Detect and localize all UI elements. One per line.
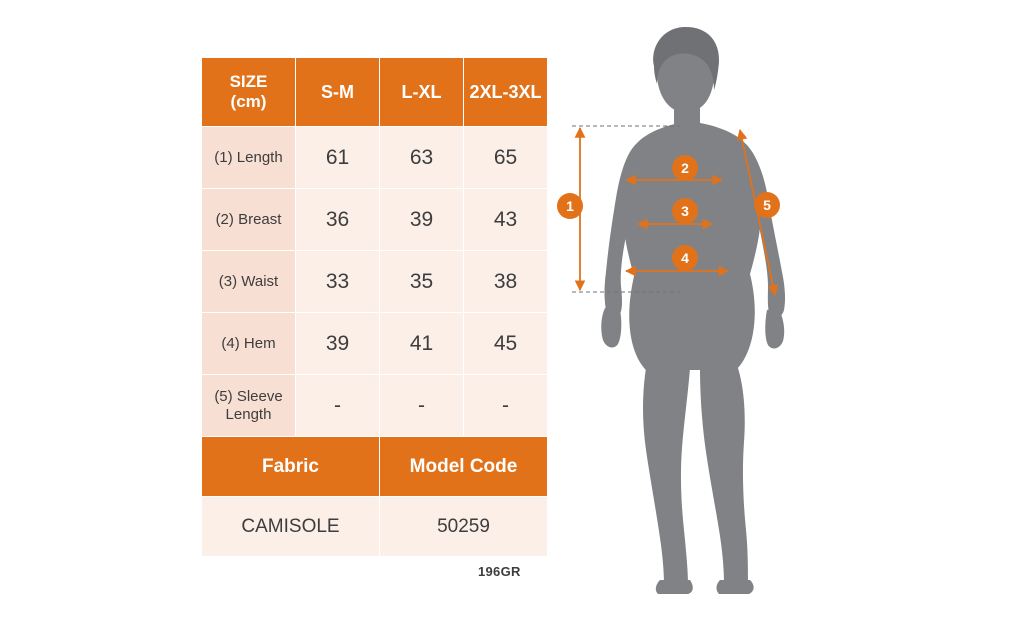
badge-2: 2 [672,155,698,181]
cell-breast-2xl3xl: 43 [464,189,548,251]
badge-1: 1 [557,193,583,219]
row-label-breast: (2) Breast [202,189,296,251]
cell-waist-2xl3xl: 38 [464,251,548,313]
cell-hem-2xl3xl: 45 [464,313,548,375]
cell-breast-sm: 36 [296,189,380,251]
model-figure-diagram [560,18,880,603]
footer-value-fabric: CAMISOLE [202,497,380,557]
table-row [202,251,548,313]
cell-breast-lxl: 39 [380,189,464,251]
cell-waist-lxl: 35 [380,251,464,313]
table-row [202,313,548,375]
cell-hem-sm: 39 [296,313,380,375]
badge-4: 4 [672,245,698,271]
footer-header-fabric: Fabric [202,437,380,497]
cell-waist-sm: 33 [296,251,380,313]
badge-3: 3 [672,198,698,224]
table-row [202,375,548,437]
header-size-line1: SIZE [229,72,268,92]
row-label-hem: (4) Hem [202,313,296,375]
measurements-table [201,57,548,557]
female-silhouette-svg [560,18,880,603]
header-size-cm [202,58,296,127]
footer-value-model-code: 50259 [380,497,548,557]
header-col-sm: S-M [296,58,380,127]
badge-5: 5 [754,192,780,218]
row-label-length: (1) Length [202,127,296,189]
cell-hem-lxl: 41 [380,313,464,375]
cell-sleeve-sm: - [296,375,380,437]
code-note: 196GR [478,564,521,579]
row-label-sleeve-length: (5) Sleeve Length [202,375,296,437]
header-size-line2: (cm) [230,92,267,111]
cell-length-lxl: 63 [380,127,464,189]
header-col-lxl: L-XL [380,58,464,127]
body-silhouette [601,27,785,594]
table-footer-header-row [202,437,548,497]
cell-sleeve-2xl3xl: - [464,375,548,437]
size-chart-table [201,57,547,557]
header-col-2xl3xl: 2XL-3XL [464,58,548,127]
table-row [202,189,548,251]
row-label-waist: (3) Waist [202,251,296,313]
cell-sleeve-lxl: - [380,375,464,437]
footer-header-model-code: Model Code [380,437,548,497]
cell-length-sm: 61 [296,127,380,189]
table-footer-value-row [202,497,548,557]
table-header-row [202,58,548,127]
cell-length-2xl3xl: 65 [464,127,548,189]
table-row [202,127,548,189]
